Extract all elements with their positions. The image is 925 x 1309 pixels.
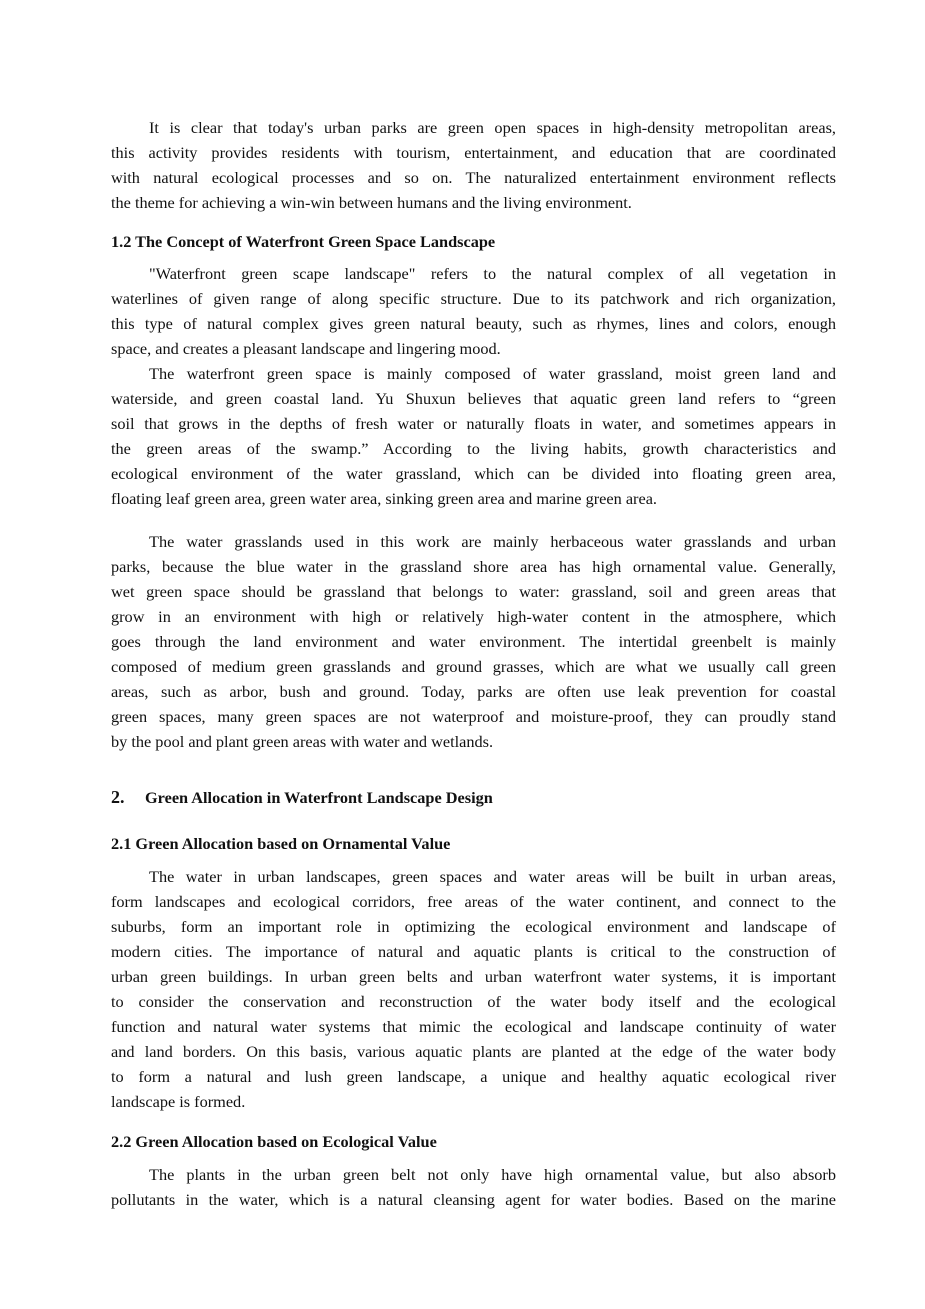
text-line: "Waterfront green scape landscape" refers to the natural complex of all vegetation in <box>149 264 836 283</box>
paragraph-water-grasslands <box>111 529 836 754</box>
text-line: parks, because the blue water in the grassland shore area has high ornamental value. Generally, <box>111 557 836 576</box>
text-line: to form a natural and lush green landscape, a unique and healthy aquatic ecological river <box>111 1067 836 1086</box>
text-line: urban green buildings. In urban green belts and urban waterfront water systems, it is important <box>111 967 836 986</box>
text-line: pollutants in the water, which is a natural cleansing agent for water bodies. Based on the marine <box>111 1190 836 1209</box>
text-line: waterlines of given range of along specific structure. Due to its patchwork and rich organization, <box>111 289 836 308</box>
text-line: floating leaf green area, green water area, sinking green area and marine green area. <box>111 489 658 508</box>
text-line: wet green space should be grassland that belongs to water: grassland, soil and green areas that <box>111 582 836 601</box>
heading-2-2: 2.2 Green Allocation based on Ecological Value <box>111 1132 437 1151</box>
text-line: landscape is formed. <box>111 1092 246 1111</box>
text-line: form landscapes and ecological corridors, free areas of the water continent, and connect to the <box>111 892 836 911</box>
text-line: waterside, and green coastal land. Yu Shuxun believes that aquatic green land refers to “green <box>111 389 836 408</box>
text-line: this activity provides residents with tourism, entertainment, and education that are coordinated <box>111 143 836 162</box>
paragraph-waterfront-definition <box>111 261 836 361</box>
text-line: the theme for achieving a win-win between humans and the living environment. <box>111 193 632 212</box>
heading-1-2: 1.2 The Concept of Waterfront Green Space Landscape <box>111 232 496 251</box>
paragraph-ornamental-value <box>111 864 836 1114</box>
text-line: space, and creates a pleasant landscape and lingering mood. <box>111 339 501 358</box>
text-line: with natural ecological processes and so on. The naturalized entertainment environment reflects <box>111 168 836 187</box>
text-line: suburbs, form an important role in optimizing the ecological environment and landscape of <box>111 917 836 936</box>
text-line: The water grasslands used in this work are mainly herbaceous water grasslands and urban <box>149 532 836 551</box>
text-line: The water in urban landscapes, green spaces and water areas will be built in urban areas, <box>149 867 836 886</box>
text-line: and land borders. On this basis, various aquatic plants are planted at the edge of the water body <box>111 1042 836 1061</box>
text-line: green spaces, many green spaces are not waterproof and moisture-proof, they can proudly stand <box>111 707 836 726</box>
text-line: composed of medium green grasslands and ground grasses, which are what we usually call green <box>111 657 836 676</box>
text-line: to consider the conservation and reconstruction of the water body itself and the ecological <box>111 992 836 1011</box>
text-line: The plants in the urban green belt not only have high ornamental value, but also absorb <box>149 1165 836 1184</box>
text-line: modern cities. The importance of natural and aquatic plants is critical to the construction of <box>111 942 836 961</box>
heading-2 <box>111 785 493 810</box>
text-line: function and natural water systems that mimic the ecological and landscape continuity of water <box>111 1017 836 1036</box>
text-line: It is clear that today's urban parks are green open spaces in high-density metropolitan areas, <box>149 118 836 137</box>
text-line: goes through the land environment and water environment. The intertidal greenbelt is mainly <box>111 632 836 651</box>
text-line: by the pool and plant green areas with water and wetlands. <box>111 732 494 751</box>
text-line: ecological environment of the water grassland, which can be divided into floating green area, <box>111 464 836 483</box>
heading-2-1: 2.1 Green Allocation based on Ornamental Value <box>111 834 451 853</box>
text-line: grow in an environment with high or relatively high-water content in the atmosphere, which <box>111 607 836 626</box>
paragraph-waterfront-composition <box>111 361 836 511</box>
text-line: areas, such as arbor, bush and ground. Today, parks are often use leak prevention for coastal <box>111 682 836 701</box>
paragraph-ecological-value <box>111 1162 836 1212</box>
heading-2-number: 2. <box>111 787 125 807</box>
paragraph-urban-parks <box>111 115 836 215</box>
text-line: The waterfront green space is mainly composed of water grassland, moist green land and <box>149 364 836 383</box>
heading-2-title: Green Allocation in Waterfront Landscape Design <box>145 788 493 807</box>
text-line: this type of natural complex gives green natural beauty, such as rhymes, lines and colors, enough <box>111 314 836 333</box>
text-line: the green areas of the swamp.” According to the living habits, growth characteristics and <box>111 439 836 458</box>
text-line: soil that grows in the depths of fresh water or naturally floats in water, and sometimes appears in <box>111 414 836 433</box>
